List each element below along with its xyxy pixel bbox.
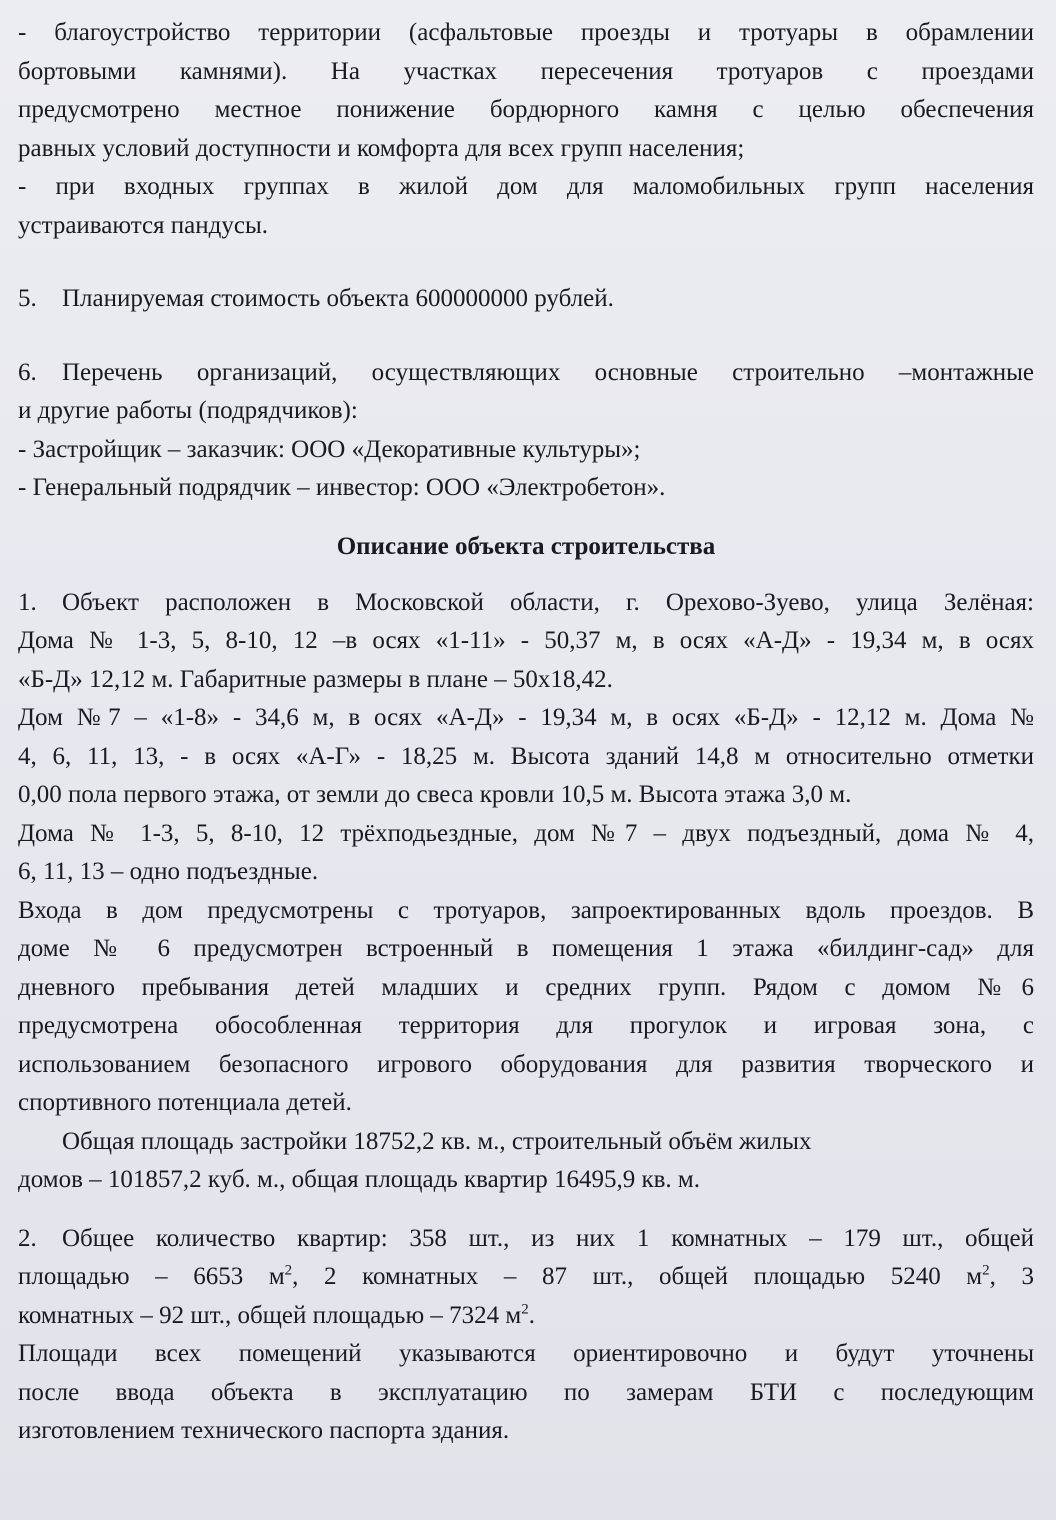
- item-2-text: Общее количество квартир: 358 шт., из них 1 комнатных – 179 шт., общей: [62, 1224, 1034, 1252]
- item-1-line: «Б-Д» 12,12 м. Габаритные размеры в плане – 50х18,42.: [18, 665, 613, 693]
- item-6-line: и другие работы (подрядчиков):: [18, 397, 358, 424]
- item-6-text: Перечень организаций, осуществляющих основные строительно –монтажные: [62, 358, 1034, 386]
- item-1-text: Объект расположен в Московской области, г. Орехово-Зуево, улица Зелёная:: [62, 588, 1034, 616]
- item-5-text: Планируемая стоимость объекта 600000000 рублей.: [62, 285, 614, 312]
- area-line: домов – 101857,2 куб. м., общая площадь квартир 16495,9 кв. м.: [18, 1166, 700, 1193]
- item-6-number: 6.: [18, 358, 37, 386]
- item-1-line: Дома № 1-3, 5, 8-10, 12 –в осях «1-11» - 50,37 м, в осях «А-Д» - 19,34 м, в осях: [18, 627, 1034, 654]
- item-1-line: 6, 11, 13 – одно подъездные.: [18, 858, 319, 885]
- item-2-tail: Площади всех помещений указываются ориентировочно и будут уточнены: [18, 1340, 1034, 1367]
- area-line: Общая площадь застройки 18752,2 кв. м., строительный объём жилых: [62, 1127, 812, 1155]
- contractor-line: - Генеральный подрядчик – инвестор: ООО «Электробетон».: [18, 474, 666, 501]
- item-1-line: дневного пребывания детей младших и средних групп. Рядом с домом №6: [18, 973, 1034, 1001]
- item-1-line: спортивного потенциала детей.: [18, 1089, 352, 1116]
- intro-line: бортовыми камнями). На участках пересечения тротуаров с проездами: [18, 57, 1034, 85]
- item-1-line: [18, 584, 1034, 623]
- item-5-number: 5.: [18, 285, 37, 312]
- intro-line: - при входных группах в жилой дом для маломобильных групп населения: [18, 173, 1034, 200]
- item-5: [18, 280, 1034, 319]
- intro-line: устраиваются пандусы.: [18, 211, 269, 239]
- item-2-line: [18, 1220, 1034, 1259]
- item-1-line: Входа в дом предусмотрены с тротуаров, запроектированных вдоль проездов. В: [18, 896, 1034, 924]
- item-6-line: [18, 354, 1034, 393]
- item-1-line: Дома № 1-3, 5, 8-10, 12 трёхподьездные, дом №7 – двух подъездный, дома № 4,: [18, 819, 1034, 847]
- item-1-line: 0,00 пола первого этажа, от земли до свеса кровли 10,5 м. Высота этажа 3,0 м.: [18, 781, 852, 808]
- item-2-tail: после ввода объекта в эксплуатацию по замерам БТИ с последующим: [18, 1378, 1034, 1406]
- item-1-line: Дом №7 – «1-8» - 34,6 м, в осях «А-Д» - 19,34 м, в осях «Б-Д» - 12,12 м. Дома №: [18, 704, 1034, 731]
- item-1-number: 1.: [18, 588, 37, 616]
- item-2-tail: изготовлением технического паспорта здания.: [18, 1417, 510, 1444]
- intro-line: предусмотрено местное понижение бордюрного камня с целью обеспечения: [18, 96, 1034, 123]
- item-1-line: 4, 6, 11, 13, - в осях «А-Г» - 18,25 м. Высота зданий 14,8 м относительно отметки: [18, 742, 1034, 770]
- item-2-number: 2.: [18, 1224, 37, 1252]
- intro-line: равных условий доступности и комфорта для всех групп населения;: [18, 134, 745, 162]
- item-1-line: предусмотрена обособленная территория для прогулок и игровая зона, с: [18, 1012, 1034, 1039]
- item-1-line: доме № 6 предусмотрен встроенный в помещения 1 этажа «билдинг-сад» для: [18, 935, 1034, 962]
- section-title: Описание объекта строительства: [336, 532, 716, 560]
- item-2-line: площадью – 6653 $м^2$, 2 комнатных – 87 шт., общей площадью 5240 $м^2$, 3: [18, 1262, 1034, 1290]
- item-2-line: комнатных – 92 шт., общей площадью – 7324 $м^2$.: [18, 1301, 535, 1329]
- intro-line: - благоустройство территории (асфальтовые проезды и тротуары в обрамлении: [18, 19, 1034, 46]
- developer-line: - Застройщик – заказчик: ООО «Декоративные культуры»;: [18, 435, 641, 463]
- item-1-line: использованием безопасного игрового оборудования для развития творческого и: [18, 1050, 1034, 1078]
